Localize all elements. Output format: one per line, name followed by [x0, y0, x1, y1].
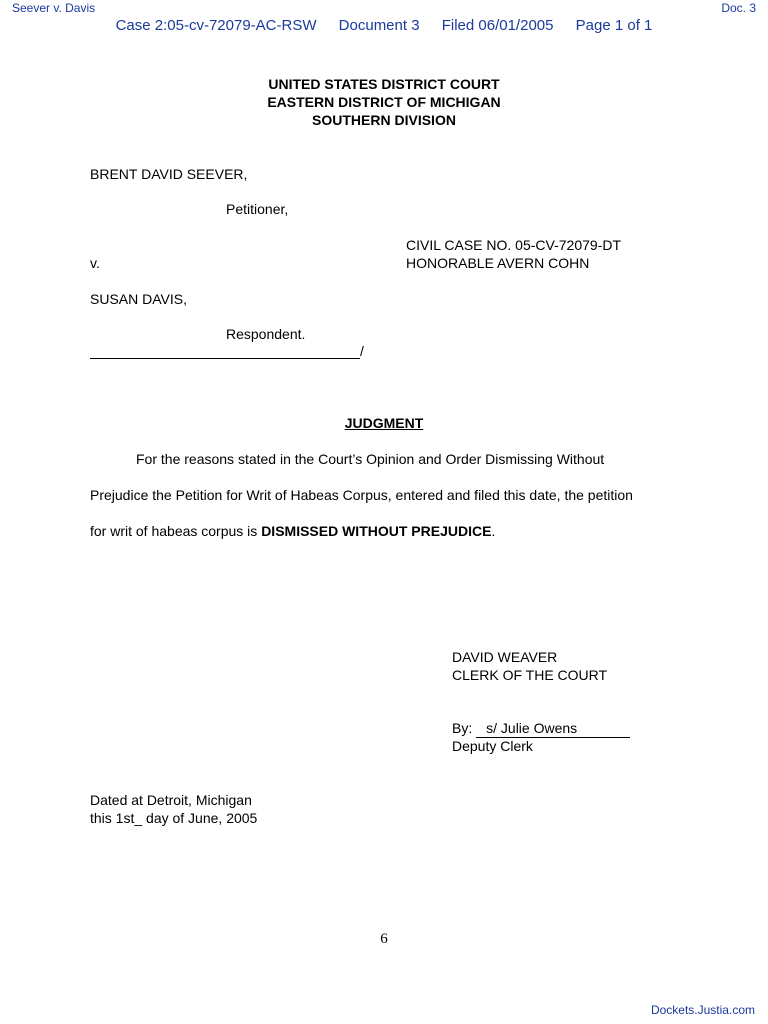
- court-heading: [0, 75, 768, 129]
- page-number: 6: [380, 931, 388, 947]
- judgment-text-line-2: Prejudice the Petition for Writ of Habeas Corpus, entered and filed this date, the petition: [90, 487, 633, 503]
- versus-label: v.: [90, 255, 100, 271]
- source-link[interactable]: Dockets.Justia.com: [650, 1003, 755, 1017]
- clerk-title: CLERK OF THE COURT: [452, 667, 608, 683]
- civil-case-number: CIVIL CASE NO. 05-CV-72079-DT: [406, 237, 622, 253]
- caption-slash: /: [360, 343, 364, 359]
- filing-header: [0, 17, 768, 34]
- filing-date: Filed 06/01/2005: [441, 17, 554, 34]
- dated-location: Dated at Detroit, Michigan: [90, 792, 252, 808]
- respondent-name: SUSAN DAVIS,: [90, 291, 187, 307]
- filing-document: Document 3: [338, 17, 420, 34]
- court-district: EASTERN DISTRICT OF MICHIGAN: [267, 94, 501, 110]
- signature-by-label: By:: [452, 720, 477, 736]
- court-name: UNITED STATES DISTRICT COURT: [268, 76, 500, 92]
- judgment-text-prefix: for writ of habeas corpus is: [90, 523, 262, 539]
- court-division: SOUTHERN DIVISION: [312, 112, 456, 128]
- filing-page: Page 1 of 1: [575, 17, 653, 34]
- judgment-disposition: DISMISSED WITHOUT PREJUDICE: [261, 523, 492, 539]
- judgment-title: JUDGMENT: [344, 415, 424, 431]
- deputy-clerk-title: Deputy Clerk: [452, 738, 533, 754]
- caption-rule: [90, 358, 360, 359]
- judgment-text-suffix: .: [491, 523, 496, 539]
- judgment-text-line-1: For the reasons stated in the Court’s Opinion and Order Dismissing Without: [136, 451, 605, 467]
- case-title-link[interactable]: Seever v. Davis: [12, 1, 96, 15]
- clerk-name: DAVID WEAVER: [452, 649, 558, 665]
- petitioner-role: Petitioner,: [226, 201, 289, 217]
- filing-case-number: Case 2:05-cv-72079-AC-RSW: [115, 17, 317, 34]
- respondent-role: Respondent.: [226, 326, 306, 342]
- signature-value: s/ Julie Owens: [476, 719, 630, 738]
- judgment-text-line-3: [90, 522, 690, 540]
- petitioner-name: BRENT DAVID SEEVER,: [90, 166, 248, 182]
- judge-name: HONORABLE AVERN COHN: [406, 255, 590, 271]
- dated-date: this 1st_ day of June, 2005: [90, 810, 258, 826]
- signature-line: [452, 719, 630, 738]
- doc-number-link[interactable]: Doc. 3: [721, 1, 756, 15]
